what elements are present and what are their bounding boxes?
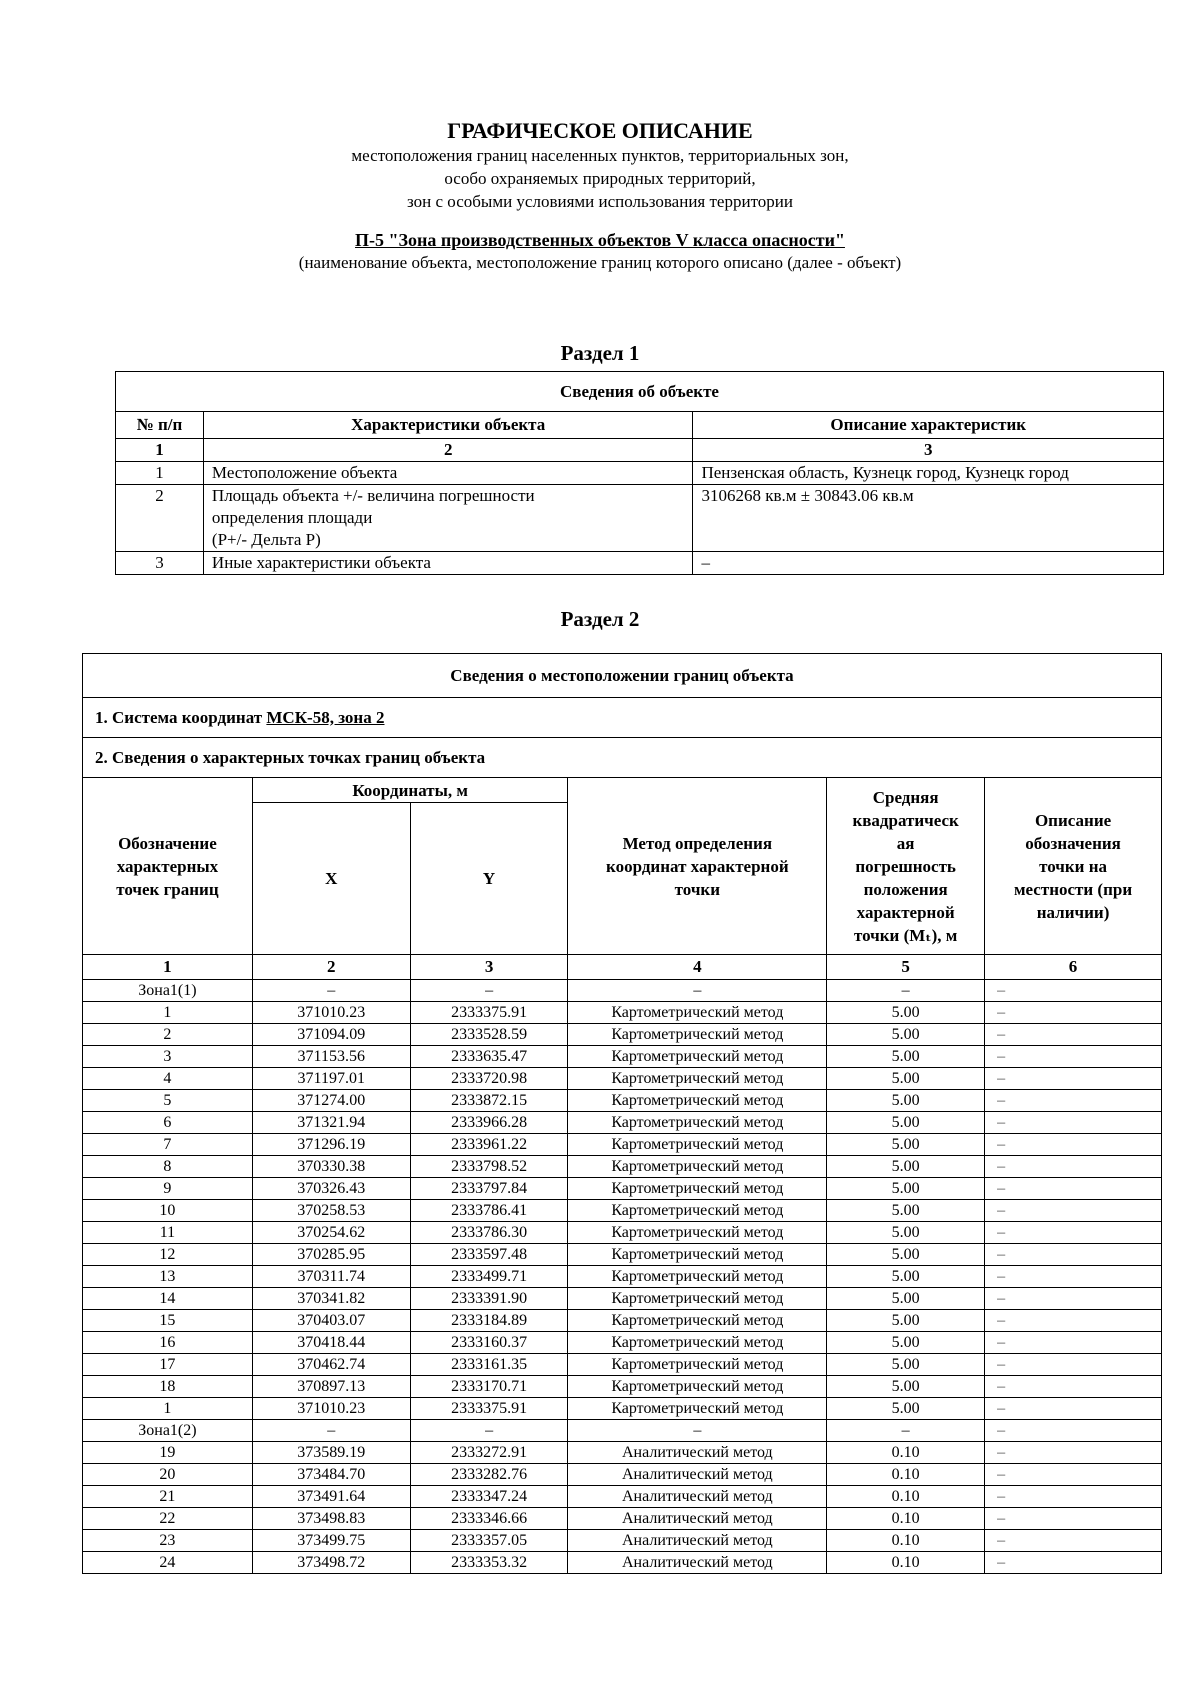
point-x: 370462.74 bbox=[252, 1354, 410, 1376]
col-header-method bbox=[568, 778, 827, 955]
point-description: – bbox=[985, 1420, 1162, 1442]
table-row bbox=[83, 1134, 1162, 1156]
characteristic-line: Иные характеристики объекта bbox=[211, 553, 431, 572]
point-method: Картометрический метод bbox=[568, 1156, 827, 1178]
point-y: 2333528.59 bbox=[410, 1024, 568, 1046]
point-designation: 17 bbox=[83, 1354, 253, 1376]
point-y: 2333375.91 bbox=[410, 1002, 568, 1024]
point-x: 371010.23 bbox=[252, 1398, 410, 1420]
col-number: 1 bbox=[116, 439, 204, 462]
point-designation: Зона1(1) bbox=[83, 980, 253, 1002]
point-method: Картометрический метод bbox=[568, 1046, 827, 1068]
point-x: 370311.74 bbox=[252, 1266, 410, 1288]
point-method: Аналитический метод bbox=[568, 1486, 827, 1508]
header-line: Метод определения bbox=[622, 833, 773, 853]
point-description: – bbox=[985, 1464, 1162, 1486]
table-row bbox=[83, 1420, 1162, 1442]
point-y: 2333347.24 bbox=[410, 1486, 568, 1508]
point-designation: 6 bbox=[83, 1112, 253, 1134]
point-designation: 16 bbox=[83, 1332, 253, 1354]
point-designation: 14 bbox=[83, 1288, 253, 1310]
point-x: 370326.43 bbox=[252, 1178, 410, 1200]
point-description: – bbox=[985, 1354, 1162, 1376]
point-error: 5.00 bbox=[827, 1178, 985, 1200]
table-row bbox=[83, 1200, 1162, 1222]
point-method: Аналитический метод bbox=[568, 1508, 827, 1530]
point-description: – bbox=[985, 980, 1162, 1002]
point-y: 2333720.98 bbox=[410, 1068, 568, 1090]
point-description: – bbox=[985, 1046, 1162, 1068]
point-y: 2333966.28 bbox=[410, 1112, 568, 1134]
table-row bbox=[83, 1552, 1162, 1574]
header-line: точки (Mₜ), м bbox=[853, 925, 958, 945]
point-method: Картометрический метод bbox=[568, 1354, 827, 1376]
point-y: 2333161.35 bbox=[410, 1354, 568, 1376]
point-description: – bbox=[985, 1486, 1162, 1508]
col-header-coordinates: Координаты, м bbox=[252, 778, 568, 803]
point-error: 5.00 bbox=[827, 1222, 985, 1244]
point-designation: 1 bbox=[83, 1398, 253, 1420]
header-line: Описание bbox=[1034, 810, 1112, 830]
point-description: – bbox=[985, 1376, 1162, 1398]
subtitle-line-1: местоположения границ населенных пунктов, территориальных зон, bbox=[351, 146, 849, 165]
col-number: 6 bbox=[985, 955, 1162, 980]
point-method: Картометрический метод bbox=[568, 1134, 827, 1156]
point-description: – bbox=[985, 1134, 1162, 1156]
point-description: – bbox=[985, 1222, 1162, 1244]
table-row bbox=[83, 1508, 1162, 1530]
point-x: 371197.01 bbox=[252, 1068, 410, 1090]
point-error: 5.00 bbox=[827, 1112, 985, 1134]
col-number: 3 bbox=[693, 439, 1164, 462]
point-method: Картометрический метод bbox=[568, 1332, 827, 1354]
point-y: 2333786.30 bbox=[410, 1222, 568, 1244]
boundary-points-table bbox=[82, 653, 1162, 1574]
point-method: – bbox=[568, 1420, 827, 1442]
point-designation: 8 bbox=[83, 1156, 253, 1178]
point-x: 370330.38 bbox=[252, 1156, 410, 1178]
point-y: 2333282.76 bbox=[410, 1464, 568, 1486]
point-method: Картометрический метод bbox=[568, 1376, 827, 1398]
header-line: точки на bbox=[1039, 856, 1108, 876]
row-number: 1 bbox=[116, 462, 204, 485]
points-section-title: 2. Сведения о характерных точках границ объекта bbox=[83, 738, 1162, 778]
row-number: 3 bbox=[116, 552, 204, 575]
point-error: 5.00 bbox=[827, 1398, 985, 1420]
table-row bbox=[83, 1046, 1162, 1068]
point-y: 2333375.91 bbox=[410, 1398, 568, 1420]
table-row bbox=[83, 1398, 1162, 1420]
point-x: 370285.95 bbox=[252, 1244, 410, 1266]
point-description: – bbox=[985, 1266, 1162, 1288]
point-x: 371274.00 bbox=[252, 1090, 410, 1112]
point-error: 0.10 bbox=[827, 1508, 985, 1530]
subtitle-line-3: зон с особыми условиями использования территории bbox=[407, 192, 793, 211]
point-designation: 7 bbox=[83, 1134, 253, 1156]
point-error: 0.10 bbox=[827, 1530, 985, 1552]
point-designation: 9 bbox=[83, 1178, 253, 1200]
point-error: 5.00 bbox=[827, 1090, 985, 1112]
section-1-title: Раздел 1 bbox=[560, 341, 640, 365]
point-x: 371321.94 bbox=[252, 1112, 410, 1134]
point-y: 2333786.41 bbox=[410, 1200, 568, 1222]
header-line: обозначения bbox=[1025, 833, 1121, 853]
point-description: – bbox=[985, 1442, 1162, 1464]
header-line: наличии) bbox=[1036, 902, 1110, 922]
characteristic-label bbox=[203, 462, 693, 485]
point-method: Картометрический метод bbox=[568, 1288, 827, 1310]
table-row bbox=[83, 1332, 1162, 1354]
point-description: – bbox=[985, 1178, 1162, 1200]
characteristic-value: Пензенская область, Кузнецк город, Кузнецк город bbox=[693, 462, 1164, 485]
header-line: квадратическ bbox=[852, 810, 959, 830]
document-title: ГРАФИЧЕСКОЕ ОПИСАНИЕ bbox=[447, 118, 753, 143]
point-designation: 1 bbox=[83, 1002, 253, 1024]
col-header-characteristics: Характеристики объекта bbox=[203, 412, 693, 439]
point-y: 2333499.71 bbox=[410, 1266, 568, 1288]
col-header-y: Y bbox=[410, 803, 568, 955]
point-x: 373498.83 bbox=[252, 1508, 410, 1530]
point-x: 370897.13 bbox=[252, 1376, 410, 1398]
boundary-table-caption: Сведения о местоположении границ объекта bbox=[83, 654, 1162, 698]
table-row bbox=[83, 980, 1162, 1002]
point-y: 2333184.89 bbox=[410, 1310, 568, 1332]
point-x: 371153.56 bbox=[252, 1046, 410, 1068]
point-error: 5.00 bbox=[827, 1310, 985, 1332]
point-method: Картометрический метод bbox=[568, 1200, 827, 1222]
point-designation: 18 bbox=[83, 1376, 253, 1398]
point-y: 2333635.47 bbox=[410, 1046, 568, 1068]
point-method: Аналитический метод bbox=[568, 1464, 827, 1486]
point-designation: 5 bbox=[83, 1090, 253, 1112]
header-line: характерных bbox=[116, 856, 219, 876]
point-description: – bbox=[985, 1002, 1162, 1024]
header-line: характерной bbox=[856, 902, 955, 922]
table-row bbox=[83, 1156, 1162, 1178]
characteristic-value: – bbox=[693, 552, 1164, 575]
point-error: 0.10 bbox=[827, 1442, 985, 1464]
point-y: 2333391.90 bbox=[410, 1288, 568, 1310]
point-x: 370403.07 bbox=[252, 1310, 410, 1332]
header-line: погрешность bbox=[855, 856, 956, 876]
point-method: Картометрический метод bbox=[568, 1310, 827, 1332]
point-x: 371094.09 bbox=[252, 1024, 410, 1046]
point-description: – bbox=[985, 1310, 1162, 1332]
col-number: 1 bbox=[83, 955, 253, 980]
table-row bbox=[83, 1486, 1162, 1508]
point-y: – bbox=[410, 980, 568, 1002]
point-error: 5.00 bbox=[827, 1332, 985, 1354]
header-line: ая bbox=[896, 833, 915, 853]
point-description: – bbox=[985, 1332, 1162, 1354]
point-y: 2333798.52 bbox=[410, 1156, 568, 1178]
point-method: Картометрический метод bbox=[568, 1178, 827, 1200]
table-row bbox=[83, 1112, 1162, 1134]
point-description: – bbox=[985, 1288, 1162, 1310]
point-designation: 2 bbox=[83, 1024, 253, 1046]
point-designation: 12 bbox=[83, 1244, 253, 1266]
point-error: 5.00 bbox=[827, 1046, 985, 1068]
point-designation: 24 bbox=[83, 1552, 253, 1574]
point-description: – bbox=[985, 1112, 1162, 1134]
point-method: Аналитический метод bbox=[568, 1530, 827, 1552]
header-line: Средняя bbox=[872, 787, 939, 807]
table-row bbox=[83, 1002, 1162, 1024]
point-x: 371296.19 bbox=[252, 1134, 410, 1156]
row-number: 2 bbox=[116, 485, 204, 552]
characteristic-label bbox=[203, 485, 693, 552]
point-method: Картометрический метод bbox=[568, 1222, 827, 1244]
col-number: 4 bbox=[568, 955, 827, 980]
point-error: 5.00 bbox=[827, 1376, 985, 1398]
object-info-table bbox=[115, 371, 1164, 575]
header-line: точек границ bbox=[116, 879, 219, 899]
col-header-point-description bbox=[985, 778, 1162, 955]
coordinate-system-label: 1. Система координат bbox=[95, 707, 267, 727]
point-y: 2333160.37 bbox=[410, 1332, 568, 1354]
point-method: Картометрический метод bbox=[568, 1244, 827, 1266]
table-row bbox=[83, 1024, 1162, 1046]
point-y: 2333961.22 bbox=[410, 1134, 568, 1156]
table-row bbox=[83, 1178, 1162, 1200]
table-row bbox=[116, 485, 1164, 552]
point-x: 373589.19 bbox=[252, 1442, 410, 1464]
point-method: Аналитический метод bbox=[568, 1442, 827, 1464]
col-header-x: X bbox=[252, 803, 410, 955]
object-info-caption: Сведения об объекте bbox=[116, 372, 1164, 412]
point-error: 5.00 bbox=[827, 1024, 985, 1046]
header-line: точки bbox=[674, 879, 721, 899]
point-error: – bbox=[827, 980, 985, 1002]
table-row bbox=[116, 552, 1164, 575]
point-error: 5.00 bbox=[827, 1200, 985, 1222]
object-name: П-5 "Зона производственных объектов V класса опасности" bbox=[355, 230, 845, 250]
point-designation: 19 bbox=[83, 1442, 253, 1464]
point-method: Картометрический метод bbox=[568, 1112, 827, 1134]
table-row bbox=[116, 462, 1164, 485]
characteristic-line: Местоположение объекта bbox=[211, 463, 398, 482]
point-designation: 3 bbox=[83, 1046, 253, 1068]
col-header-number: № п/п bbox=[116, 412, 204, 439]
point-error: 5.00 bbox=[827, 1068, 985, 1090]
point-designation: 20 bbox=[83, 1464, 253, 1486]
point-y: 2333597.48 bbox=[410, 1244, 568, 1266]
point-x: 370254.62 bbox=[252, 1222, 410, 1244]
header-line: положения bbox=[863, 879, 948, 899]
characteristic-value: 3106268 кв.м ± 30843.06 кв.м bbox=[693, 485, 1164, 552]
col-number: 2 bbox=[252, 955, 410, 980]
point-error: 5.00 bbox=[827, 1266, 985, 1288]
col-header-designation bbox=[83, 778, 253, 955]
point-x: 373499.75 bbox=[252, 1530, 410, 1552]
point-designation: Зона1(2) bbox=[83, 1420, 253, 1442]
point-designation: 11 bbox=[83, 1222, 253, 1244]
point-description: – bbox=[985, 1398, 1162, 1420]
point-description: – bbox=[985, 1552, 1162, 1574]
point-description: – bbox=[985, 1156, 1162, 1178]
table-row bbox=[83, 1310, 1162, 1332]
characteristic-line: (P+/- Дельта P) bbox=[211, 530, 321, 549]
point-error: 5.00 bbox=[827, 1134, 985, 1156]
point-method: Аналитический метод bbox=[568, 1552, 827, 1574]
point-x: 370341.82 bbox=[252, 1288, 410, 1310]
point-description: – bbox=[985, 1508, 1162, 1530]
table-row bbox=[83, 1090, 1162, 1112]
point-description: – bbox=[985, 1530, 1162, 1552]
point-error: 5.00 bbox=[827, 1156, 985, 1178]
point-y: 2333872.15 bbox=[410, 1090, 568, 1112]
point-method: Картометрический метод bbox=[568, 1068, 827, 1090]
coordinate-system bbox=[83, 698, 1162, 738]
col-number: 3 bbox=[410, 955, 568, 980]
point-y: 2333797.84 bbox=[410, 1178, 568, 1200]
point-description: – bbox=[985, 1068, 1162, 1090]
point-error: 5.00 bbox=[827, 1354, 985, 1376]
point-x: 370418.44 bbox=[252, 1332, 410, 1354]
col-header-error bbox=[827, 778, 985, 955]
characteristic-line: определения площади bbox=[211, 508, 373, 527]
table-row bbox=[83, 1354, 1162, 1376]
table-row bbox=[83, 1068, 1162, 1090]
table-row bbox=[83, 1222, 1162, 1244]
point-y: – bbox=[410, 1420, 568, 1442]
point-method: Картометрический метод bbox=[568, 1090, 827, 1112]
point-description: – bbox=[985, 1024, 1162, 1046]
header-line: координат характерной bbox=[606, 856, 789, 876]
col-number: 2 bbox=[203, 439, 693, 462]
point-method: Картометрический метод bbox=[568, 1002, 827, 1024]
point-description: – bbox=[985, 1200, 1162, 1222]
point-x: – bbox=[252, 980, 410, 1002]
point-error: – bbox=[827, 1420, 985, 1442]
point-x: 373491.64 bbox=[252, 1486, 410, 1508]
point-error: 5.00 bbox=[827, 1244, 985, 1266]
point-method: Картометрический метод bbox=[568, 1024, 827, 1046]
point-method: – bbox=[568, 980, 827, 1002]
point-x: 373484.70 bbox=[252, 1464, 410, 1486]
table-row bbox=[83, 1464, 1162, 1486]
table-row bbox=[83, 1288, 1162, 1310]
point-y: 2333170.71 bbox=[410, 1376, 568, 1398]
point-x: 373498.72 bbox=[252, 1552, 410, 1574]
point-y: 2333353.32 bbox=[410, 1552, 568, 1574]
point-designation: 4 bbox=[83, 1068, 253, 1090]
subtitle-line-2: особо охраняемых природных территорий, bbox=[444, 169, 756, 188]
point-designation: 10 bbox=[83, 1200, 253, 1222]
col-number: 5 bbox=[827, 955, 985, 980]
coordinate-system-value: МСК-58, зона 2 bbox=[266, 707, 385, 727]
point-x: 370258.53 bbox=[252, 1200, 410, 1222]
point-error: 0.10 bbox=[827, 1552, 985, 1574]
point-error: 0.10 bbox=[827, 1486, 985, 1508]
point-method: Картометрический метод bbox=[568, 1266, 827, 1288]
header-line: местности (при bbox=[1013, 879, 1133, 899]
point-y: 2333272.91 bbox=[410, 1442, 568, 1464]
characteristic-line: Площадь объекта +/- величина погрешности bbox=[211, 486, 535, 505]
table-row bbox=[83, 1266, 1162, 1288]
point-description: – bbox=[985, 1244, 1162, 1266]
object-caption: (наименование объекта, местоположение границ которого описано (далее - объект) bbox=[298, 253, 902, 272]
table-row bbox=[83, 1442, 1162, 1464]
point-error: 5.00 bbox=[827, 1002, 985, 1024]
point-method: Картометрический метод bbox=[568, 1398, 827, 1420]
point-x: – bbox=[252, 1420, 410, 1442]
table-row bbox=[83, 1244, 1162, 1266]
point-error: 0.10 bbox=[827, 1464, 985, 1486]
header-line: Обозначение bbox=[118, 833, 217, 853]
point-designation: 15 bbox=[83, 1310, 253, 1332]
point-x: 371010.23 bbox=[252, 1002, 410, 1024]
point-designation: 21 bbox=[83, 1486, 253, 1508]
point-designation: 22 bbox=[83, 1508, 253, 1530]
document-header bbox=[0, 118, 1200, 274]
col-header-description: Описание характеристик bbox=[693, 412, 1164, 439]
section-2-title: Раздел 2 bbox=[560, 607, 640, 631]
points-body bbox=[83, 980, 1162, 1574]
characteristic-label bbox=[203, 552, 693, 575]
point-error: 5.00 bbox=[827, 1288, 985, 1310]
point-description: – bbox=[985, 1090, 1162, 1112]
table-row bbox=[83, 1376, 1162, 1398]
point-y: 2333346.66 bbox=[410, 1508, 568, 1530]
point-designation: 13 bbox=[83, 1266, 253, 1288]
point-y: 2333357.05 bbox=[410, 1530, 568, 1552]
point-designation: 23 bbox=[83, 1530, 253, 1552]
table-row bbox=[83, 1530, 1162, 1552]
